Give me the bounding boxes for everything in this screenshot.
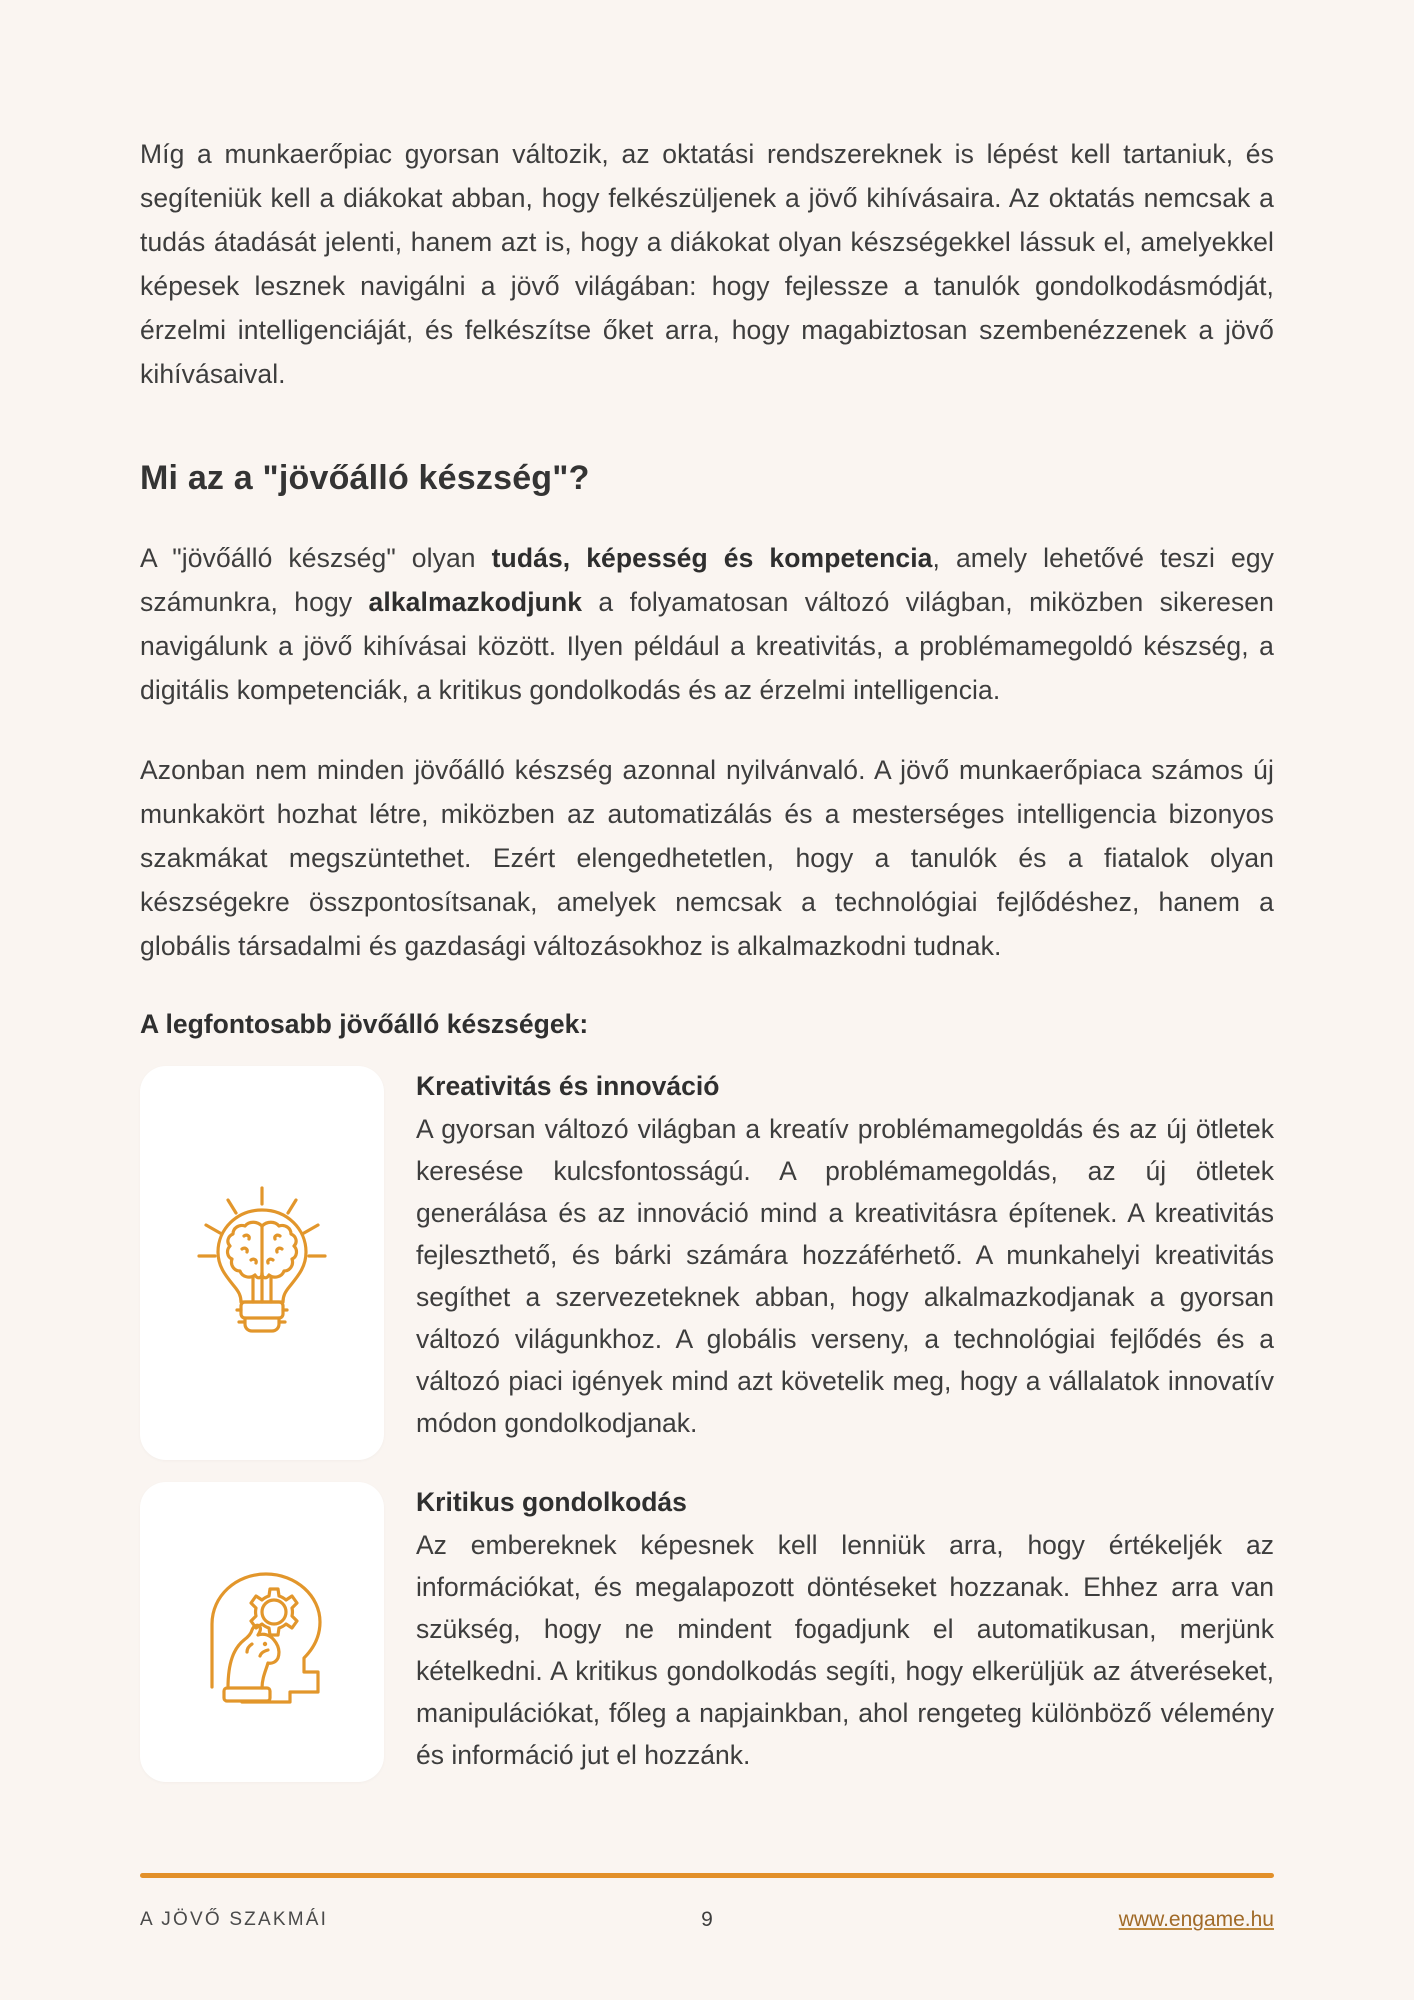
- page-content: [140, 132, 1274, 1782]
- lightbulb-brain-icon: [187, 1178, 337, 1348]
- spacer: [140, 396, 1274, 456]
- definition-paragraph: [140, 536, 1274, 712]
- spacer: [140, 968, 1274, 1004]
- skill-item-critical-thinking: [140, 1482, 1274, 1782]
- definition-text-b: , amely lehetővé teszi egy számunkra, hogy: [140, 543, 1275, 617]
- definition-text-c: a folyamatosan változó világban, miközben sikeresen navigálunk a jövő kihívásai között. Ilyen például a kreativitás, a problémamegoldó készség, a digitális kompetenciák, a kritikus gondolkodás és az érzelmi intelligencia.: [140, 587, 1274, 705]
- definition-bold-2: alkalmazkodjunk: [368, 587, 583, 617]
- head-gear-chess-knight-icon: [182, 1552, 342, 1712]
- section-heading: Mi az a "jövőálló készség"?: [140, 459, 590, 497]
- skill-icon-card: [140, 1482, 384, 1782]
- skill-item-creativity: [140, 1066, 1274, 1460]
- skill-text-block: [384, 1482, 1274, 1776]
- skill-title: Kreativitás és innováció: [416, 1071, 720, 1101]
- intro-paragraph: Míg a munkaerőpiac gyorsan változik, az oktatási rendszereknek is lépést kell tartaniuk, és segíteniük kell a diákokat abban, hogy felkészüljenek a jövő kihívásaira. Az oktatás nemcsak a tudás átadását jelenti, hanem azt is, hogy a diákokat olyan készségekkel lássuk el, amelyekkel képesek lesznek navigálni a jövő világában: hogy fejlessze a tanulók gondolkodásmódját, érzelmi intelligenciáját, és felkészítse őket arra, hogy magabiztosan szembenézzenek a jövő kihívásaival.: [140, 139, 1274, 389]
- definition-text-a: A "jövőálló készség" olyan: [140, 543, 492, 573]
- definition-bold-1: tudás, képesség és kompetencia: [491, 543, 933, 573]
- skills-list-heading: A legfontosabb jövőálló készségek:: [140, 1009, 589, 1039]
- footer-divider: [140, 1873, 1274, 1878]
- skill-description: A gyorsan változó világban a kreatív problémamegoldás és az új ötletek keresése kulcsfontosságú. A problémamegoldás, az új ötletek generálása és az innováció mind a kreativitásra építenek. A kreativitás fejleszthető, és bárki számára hozzáférhető. A munkahelyi kreativitás segíthet a szervezeteknek abban, hogy alkalmazkodjanak a gyorsan változó világunkhoz. A globális verseny, a technológiai fejlődés és a változó piaci igények mind azt követelik meg, hogy a vállalatok innovatív módon gondolkodjanak.: [416, 1114, 1274, 1438]
- footer-page-number: 9: [701, 1908, 713, 1931]
- skill-icon-card: [140, 1066, 384, 1460]
- page-footer: [140, 1908, 1274, 1932]
- spacer: [140, 712, 1274, 748]
- skill-title: Kritikus gondolkodás: [416, 1487, 687, 1517]
- footer-document-title: A JÖVŐ SZAKMÁI: [140, 1909, 329, 1930]
- skill-description: Az embereknek képesnek kell lenniük arra, hogy értékeljék az információkat, és megalapozott döntéseket hozzanak. Ehhez arra van szükség, hogy ne mindent fogadjunk el automatikusan, merjünk kételkedni. A kritikus gondolkodás segíti, hogy elkerüljük az átveréseket, manipulációkat, főleg a napjainkban, ahol rengeteg különböző vélemény és információ jut el hozzánk.: [416, 1530, 1274, 1770]
- footer-website-link[interactable]: www.engame.hu: [1118, 1908, 1274, 1931]
- skill-text-block: [384, 1066, 1274, 1444]
- labour-market-paragraph: Azonban nem minden jövőálló készség azonnal nyilvánvaló. A jövő munkaerőpiaca számos új munkakört hozhat létre, miközben az automatizálás és a mesterséges intelligencia bizonyos szakmákat megszüntethet. Ezért elengedhetetlen, hogy a tanulók és a fiatalok olyan készségekre összpontosítsanak, amelyek nemcsak a technológiai fejlődéshez, hanem a globális társadalmi és gazdasági változásokhoz is alkalmazkodni tudnak.: [140, 755, 1274, 961]
- spacer: [140, 500, 1274, 536]
